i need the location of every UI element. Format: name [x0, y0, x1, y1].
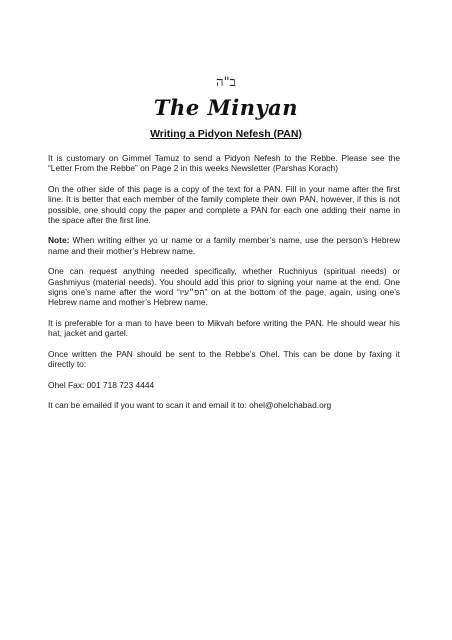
newsletter-logo: The Minyan	[153, 95, 299, 120]
paragraph-email: It can be emailed if you want to scan it and email it to: ohel@ohelchabad.org	[48, 399, 332, 410]
paragraph-requests: One can request anything needed specifically, whether Ruchniyus (spiritual needs) or Gashmiyus (material needs). You should add this prior to signing your name at the end. One signs one’s name after the word “הפ״עיו” on at the bottom of the page, again, using one’s Hebrew name and mother’s Hebrew name.	[48, 266, 400, 308]
paragraph-instructions: On the other side of this page is a copy of the text for a PAN. Fill in your name after the first line. It is better that each member of the family complete their own PAN, however, if this is not possible, one should copy the paper and complete a PAN for each one adding their name in the space after the first line.	[48, 183, 400, 226]
document-title: Writing a Pidyon Nefesh (PAN)	[150, 128, 302, 140]
document-body	[48, 153, 400, 420]
paragraph-fax: Ohel Fax: 001 718 723 4444	[48, 379, 155, 390]
paragraph-intro: It is customary on Gimmel Tamuz to send a Pidyon Nefesh to the Rebbe. Please see the “Letter From the Rebbe” on Page 2 in this weeks Newsletter (Parshas Korach)	[48, 153, 400, 174]
paragraph-note	[48, 235, 400, 256]
note-text: When writing either yo ur name or a family member’s name, use the person’s Hebrew name and their mother’s Hebrew name.	[48, 235, 400, 256]
paragraph-mikvah: It is preferable for a man to have been to Mikvah before writing the PAN. He should wear his hat, jacket and gartel.	[48, 317, 400, 339]
hebrew-header-mark: ב"ה	[216, 75, 236, 90]
note-label: Note:	[48, 235, 70, 246]
paragraph-sending: Once written the PAN should be sent to the Rebbe’s Ohel. This can be done by faxing it directly to:	[48, 348, 400, 370]
